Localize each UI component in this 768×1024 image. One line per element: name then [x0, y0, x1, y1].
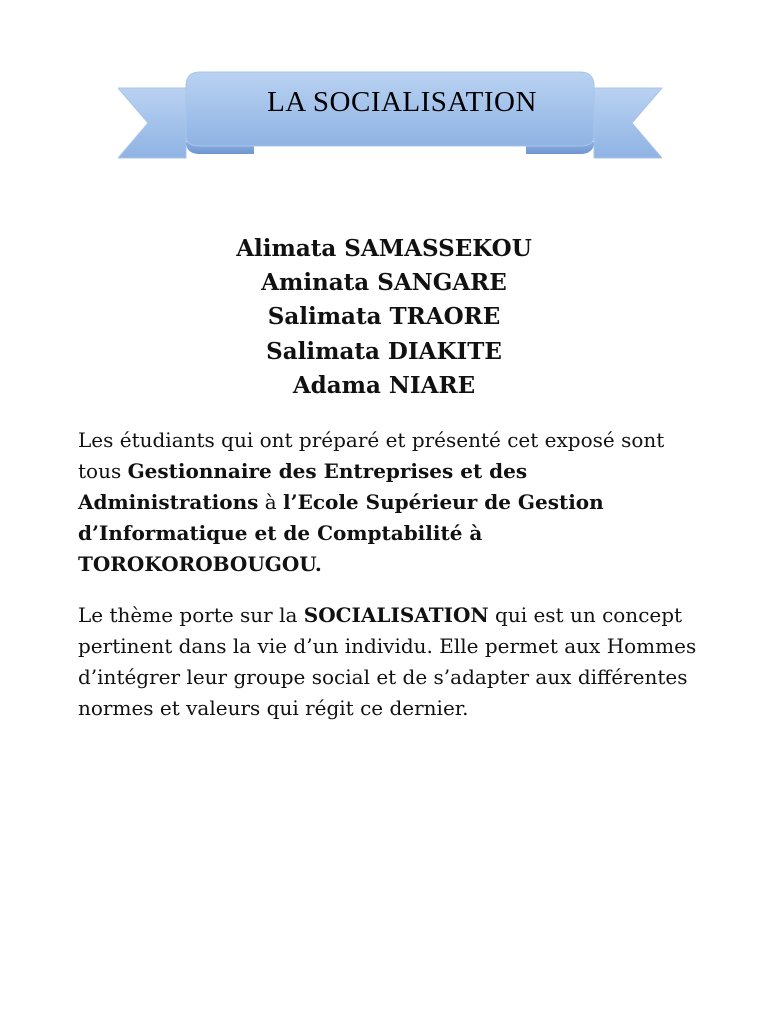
document-title: LA SOCIALISATION: [267, 86, 537, 118]
paragraph1-school: l’Ecole Supérieur de Gestion d’Informatique et de Comptabilité à TOROKOROBOUGOU.: [78, 490, 604, 576]
author-name: Salimata DIAKITE: [266, 337, 502, 365]
author-name: Salimata TRAORE: [267, 303, 501, 331]
authors-list: [0, 232, 768, 403]
paragraph1-connector: à: [258, 490, 284, 514]
paragraph2-body: qui est un concept pertinent dans la vie d’un individu. Elle permet aux Hommes d’intégrer leur groupe social et de s’adapter aux différentes normes et valeurs qui régit ce dernier.: [78, 603, 697, 720]
author-name: Alimata SAMASSEKOU: [236, 235, 532, 262]
title-banner: [118, 70, 662, 160]
students-paragraph: [78, 425, 698, 580]
paragraph1-intro: Les étudiants qui ont préparé et présenté cet exposé sont tous: [78, 428, 665, 483]
theme-paragraph: [78, 600, 698, 724]
paragraph1-program: Gestionnaire des Entreprises et des Administrations: [78, 459, 528, 514]
author-name: Aminata SANGARE: [261, 269, 507, 297]
paragraph2-theme: SOCIALISATION: [303, 603, 489, 627]
author-name: Adama NIARE: [292, 371, 476, 399]
paragraph2-intro: Le thème porte sur la: [78, 603, 304, 627]
